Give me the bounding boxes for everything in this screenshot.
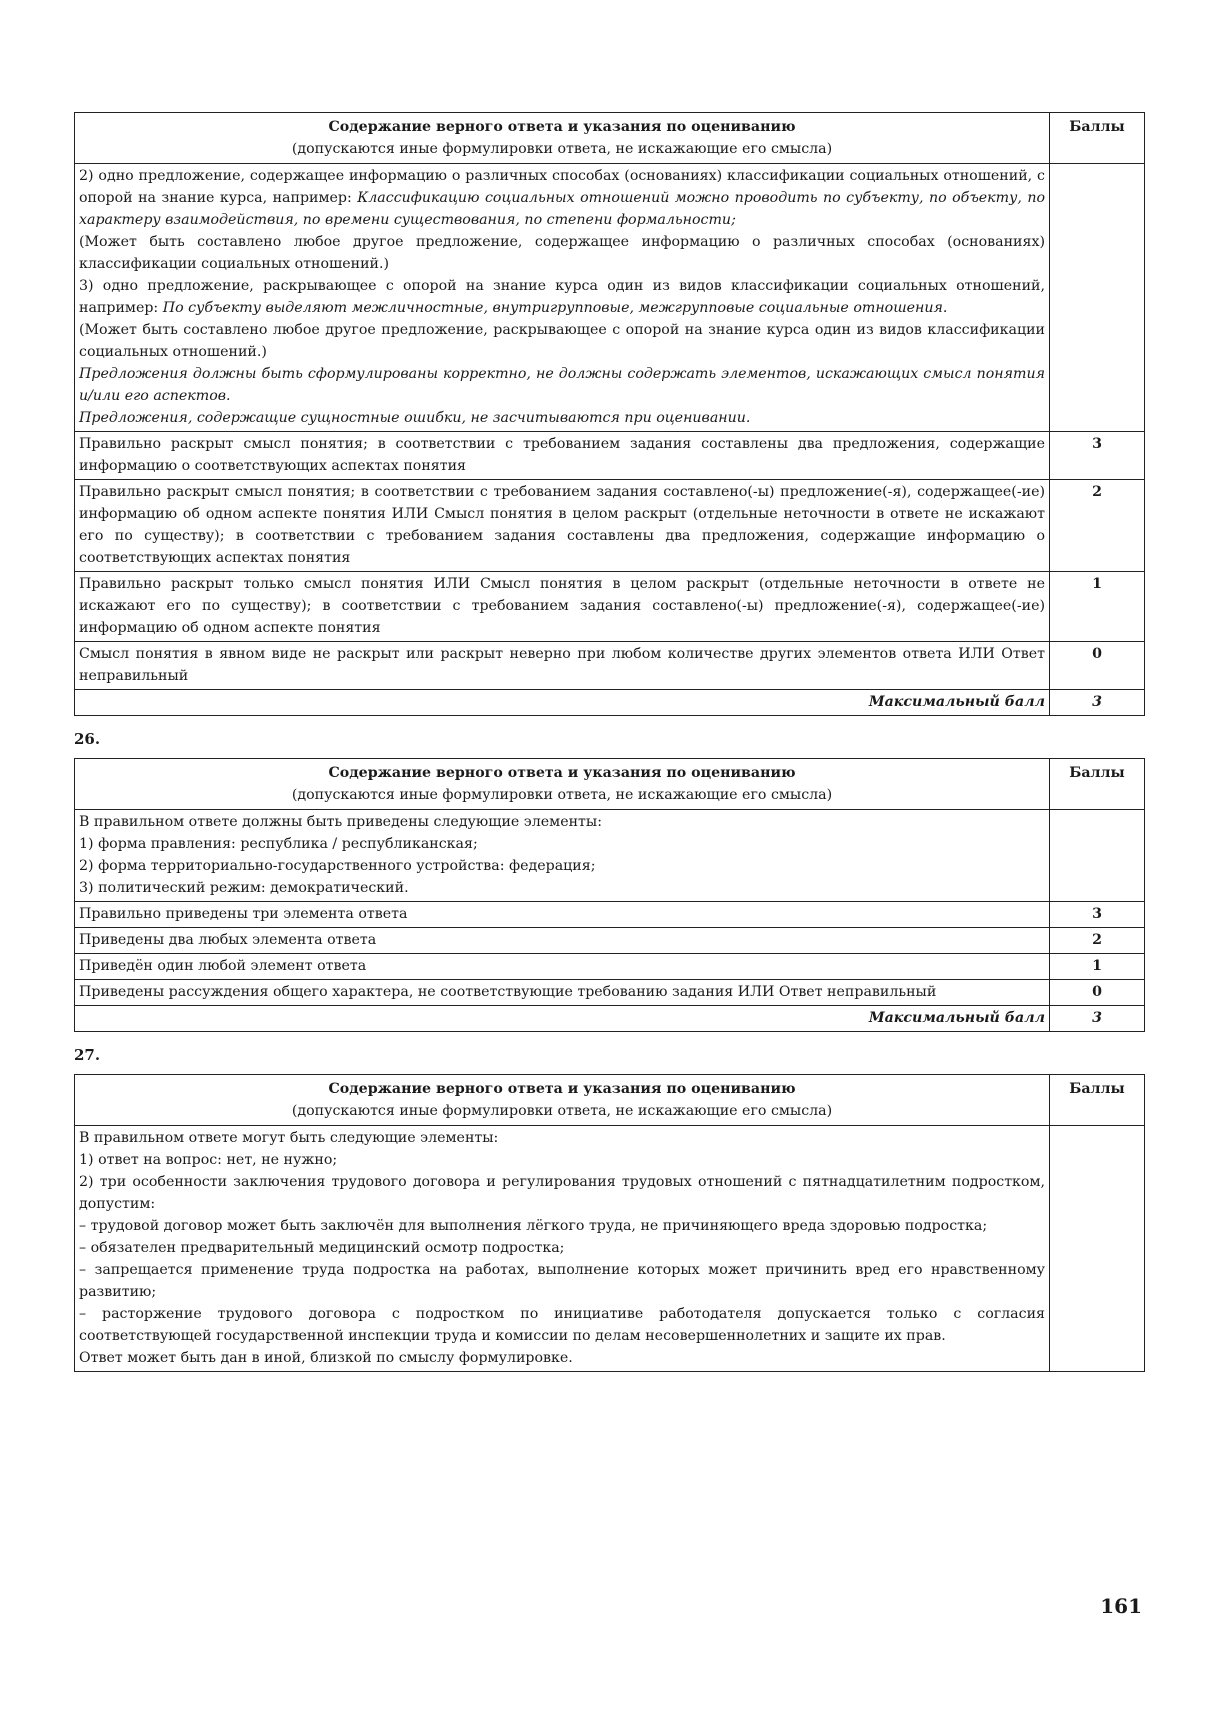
content-line: Предложения должны быть сформулированы корректно, не должны содержать элементов, искажающих смысл понятия и/или его аспектов.	[79, 366, 1045, 404]
answer-content	[75, 1126, 1050, 1372]
criterion-points: 1	[1050, 572, 1145, 642]
table-row	[75, 432, 1145, 480]
header-subtitle: (допускаются иные формулировки ответа, не искажающие его смысла)	[291, 141, 833, 157]
criterion-points: 2	[1050, 480, 1145, 572]
criterion-text: Правильно раскрыт только смысл понятия ИЛИ Смысл понятия в целом раскрыт (отдельные неточности в ответе не искажают его по существу); в соответствии с требованием задания составлено(-ы) предложение(-я), содержащее(-ие) информацию об одном аспекте понятия	[75, 572, 1050, 642]
max-score-value: 3	[1050, 690, 1145, 716]
table-row	[75, 954, 1145, 980]
criteria-table-26	[74, 758, 1145, 1032]
criterion-text: Правильно раскрыт смысл понятия; в соответствии с требованием задания составлено(-ы) предложение(-я), содержащее(-ие) информацию об одном аспекте понятия ИЛИ Смысл понятия в целом раскрыт (отдельные неточности в ответе не искажают его по существу); в соответствии с требованием задания составлены два предложения, содержащие информацию о соответствующих аспектах понятия	[75, 480, 1050, 572]
content-line: – обязателен предварительный медицинский осмотр подростка;	[79, 1240, 565, 1256]
empty-points-cell	[1050, 164, 1145, 432]
header-content-cell	[75, 1075, 1050, 1126]
content-line: 3) политический режим: демократический.	[79, 880, 409, 896]
criteria-table-27	[74, 1074, 1145, 1372]
header-points: Баллы	[1050, 759, 1145, 810]
answer-content	[75, 164, 1050, 432]
page-number: 161	[1100, 1594, 1142, 1618]
task-label-27: 27.	[74, 1046, 101, 1064]
content-line: 1) форма правления: республика / республиканская;	[79, 836, 478, 852]
header-title: Содержание верного ответа и указания по оцениванию	[328, 119, 796, 135]
header-content-cell	[75, 113, 1050, 164]
max-score-row	[75, 690, 1145, 716]
header-title: Содержание верного ответа и указания по оцениванию	[328, 1081, 796, 1097]
table-header-row	[75, 113, 1145, 164]
content-line: – расторжение трудового договора с подростком по инициативе работодателя допускается только с согласия соответствующей государственной инспекции труда и комиссии по делам несовершеннолетних и защите их прав.	[79, 1306, 1045, 1344]
content-line: – трудовой договор может быть заключён для выполнения лёгкого труда, не причиняющего вреда здоровью подростка;	[79, 1218, 988, 1234]
content-line: – запрещается применение труда подростка на работах, выполнение которых может причинить вред его нравственному развитию;	[79, 1262, 1045, 1300]
max-score-row	[75, 1006, 1145, 1032]
content-line: 2) одно предложение, содержащее информацию о различных способах (основаниях) классификации социальных отношений, с опорой на знание курса, например: Классификацию социальных отношений можно проводить по субъекту, по объекту, по характеру взаимодействия, по времени существования, по степени формальности;	[79, 168, 1046, 228]
content-line: В правильном ответе должны быть приведены следующие элементы:	[79, 814, 602, 830]
table-header-row	[75, 1075, 1145, 1126]
table-row	[75, 902, 1145, 928]
table-row	[75, 928, 1145, 954]
table-row	[75, 642, 1145, 690]
content-line: 2) три особенности заключения трудового договора и регулирования трудовых отношений с пятнадцатилетним подростком, допустим:	[79, 1174, 1045, 1212]
content-line: 1) ответ на вопрос: нет, не нужно;	[79, 1152, 338, 1168]
empty-points-cell	[1050, 810, 1145, 902]
content-line: Предложения, содержащие сущностные ошибки, не засчитываются при оценивании.	[79, 410, 751, 426]
table-row	[75, 572, 1145, 642]
criterion-points: 0	[1050, 980, 1145, 1006]
criterion-text: Приведён один любой элемент ответа	[75, 954, 1050, 980]
content-line: Ответ может быть дан в иной, близкой по смыслу формулировке.	[79, 1350, 573, 1366]
empty-points-cell	[1050, 1126, 1145, 1372]
answer-content-row	[75, 810, 1145, 902]
header-content-cell	[75, 759, 1050, 810]
table-row	[75, 980, 1145, 1006]
content-line: (Может быть составлено любое другое предложение, раскрывающее с опорой на знание курса один из видов классификации социальных отношений.)	[79, 322, 1045, 360]
max-score-value: 3	[1050, 1006, 1145, 1032]
criterion-text: Правильно раскрыт смысл понятия; в соответствии с требованием задания составлены два предложения, содержащие информацию о соответствующих аспектах понятия	[75, 432, 1050, 480]
criterion-points: 3	[1050, 432, 1145, 480]
max-score-label: Максимальный балл	[75, 690, 1050, 716]
header-subtitle: (допускаются иные формулировки ответа, не искажающие его смысла)	[291, 1103, 833, 1119]
answer-content-row	[75, 1126, 1145, 1372]
task-label-26: 26.	[74, 730, 101, 748]
answer-content	[75, 810, 1050, 902]
criterion-points: 0	[1050, 642, 1145, 690]
content-line: В правильном ответе могут быть следующие элементы:	[79, 1130, 499, 1146]
criterion-text: Смысл понятия в явном виде не раскрыт или раскрыт неверно при любом количестве других элементов ответа ИЛИ Ответ неправильный	[75, 642, 1050, 690]
criterion-points: 3	[1050, 902, 1145, 928]
header-subtitle: (допускаются иные формулировки ответа, не искажающие его смысла)	[291, 787, 833, 803]
max-score-label: Максимальный балл	[75, 1006, 1050, 1032]
criterion-text: Правильно приведены три элемента ответа	[75, 902, 1050, 928]
page-content	[74, 112, 1144, 1372]
criteria-table-25	[74, 112, 1145, 716]
criterion-text: Приведены рассуждения общего характера, не соответствующие требованию задания ИЛИ Ответ неправильный	[75, 980, 1050, 1006]
table-row	[75, 480, 1145, 572]
criterion-points: 1	[1050, 954, 1145, 980]
content-line: 2) форма территориально-государственного устройства: федерация;	[79, 858, 596, 874]
content-line: (Может быть составлено любое другое предложение, содержащее информацию о различных способах (основаниях) классификации социальных отношений.)	[79, 234, 1045, 272]
content-line: 3) одно предложение, раскрывающее с опорой на знание курса один из видов классификации социальных отношений, например: По субъекту выделяют межличностные, внутригрупповые, межгрупповые социальные отношения.	[79, 278, 1045, 316]
criterion-points: 2	[1050, 928, 1145, 954]
header-points: Баллы	[1050, 113, 1145, 164]
criterion-text: Приведены два любых элемента ответа	[75, 928, 1050, 954]
header-title: Содержание верного ответа и указания по оцениванию	[328, 765, 796, 781]
table-header-row	[75, 759, 1145, 810]
header-points: Баллы	[1050, 1075, 1145, 1126]
answer-content-row	[75, 164, 1145, 432]
